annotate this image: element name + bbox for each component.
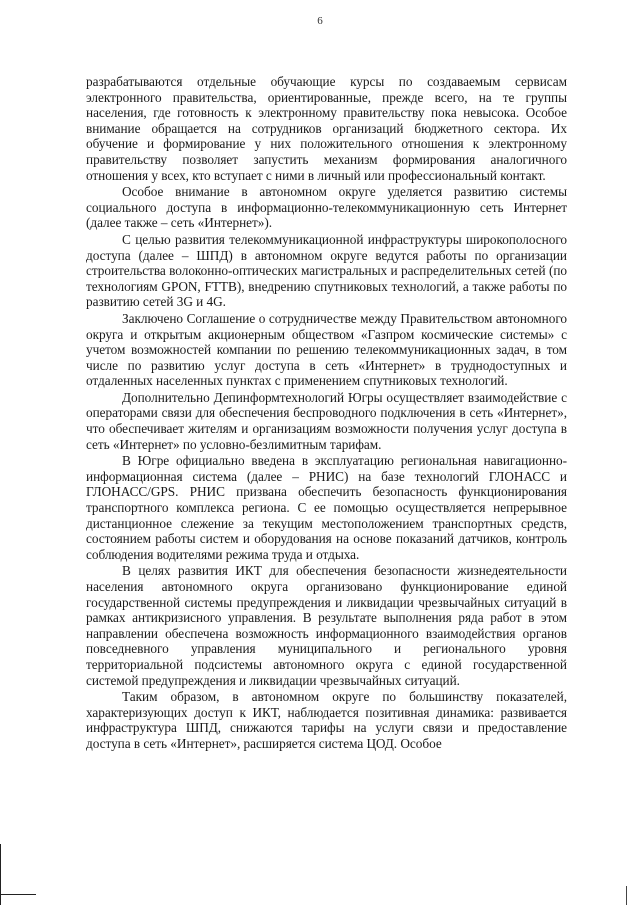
paragraph-conclusion: Таким образом, в автономном округе по большинству показателей, характеризующих доступ к ИКТ, наблюдается позитивная динамика: развивается инфраструктура ШПД, снижаются тарифы на услуги связи и предоставление доступа в сеть «Интернет», расширяется система ЦОД. Особое <box>86 689 567 751</box>
page-number: 6 <box>317 15 323 27</box>
paragraph-broadband-infrastructure: С целью развития телекоммуникационной инфраструктуры широкополосного доступа (далее – ШПД) в автономном округе ведутся работы по организации строительства волоконно-оптических магистральных и распределительных сетей (по технологиям GPON, FTTB), внедрению спутниковых технологий, а также работы по развитию сетей 3G и 4G. <box>86 231 567 310</box>
paragraph-training-courses: разрабатываются отдельные обучающие курсы по создаваемым сервисам электронного правительства, ориентированные, прежде всего, на те группы населения, где готовность к электронному правительству пока невысока. Особое внимание обращается на сотрудников организаций бюджетного сектора. Их обучение и формирование у них положительного отношения к электронному правительству позволяет запустить механизм формирования аналогичного отношения у всех, кто вступает с ними в личный или профессиональный контакт. <box>86 74 567 183</box>
scan-edge-bottom <box>0 894 36 895</box>
scan-edge-left <box>0 844 1 905</box>
paragraph-social-access: Особое внимание в автономном округе уделяется развитию системы социального доступа в информационно-телекоммуникационную сеть Интернет (далее также – сеть «Интернет»). <box>86 184 567 231</box>
paragraph-rnis-navigation: В Югре официально введена в эксплуатацию региональная навигационно-информационная система (далее – РНИС) на базе технологий ГЛОНАСС и ГЛОНАСС/GPS. РНИС призвана обеспечить безопасность функционирования транспортного комплекса региона. С ее помощью осуществляется непрерывное дистанционное слежение за текущим местоположением транспортных средств, состоянием работы систем и оборудования на основе показаний датчиков, контроль соблюдения водителями режима труда и отдыха. <box>86 453 567 562</box>
paragraph-emergency-system: В целях развития ИКТ для обеспечения безопасности жизнедеятельности населения автономного округа организовано функционирование единой государственной системы предупреждения и ликвидации чрезвычайных ситуаций в рамках антикризисного управления. В результате выполнения ряда работ в этом направлении обеспечена возможность информационного взаимодействия органов повседневного управления муниципального и регионального уровня территориальной подсистемы автономного округа с единой государственной системой предупреждения и ликвидации чрезвычайных ситуаций. <box>86 563 567 688</box>
scan-edge-right <box>626 886 627 905</box>
document-body <box>86 74 567 752</box>
paragraph-gazprom-agreement: Заключено Соглашение о сотрудничестве между Правительством автономного округа и открытым акционерным обществом «Газпром космические системы» с учетом возможностей компании по решению телекоммуникационных задач, в том числе по развитию услуг доступа в сеть «Интернет» в труднодоступных и отдаленных населенных пунктах с применением спутниковых технологий. <box>86 310 567 389</box>
paragraph-wireless-access: Дополнительно Депинформтехнологий Югры осуществляет взаимодействие с операторами связи для обеспечения беспроводного подключения в сеть «Интернет», что обеспечивает жителям и организациям возможности получения услуг доступа в сеть «Интернет» по условно-безлимитным тарифам. <box>86 389 567 452</box>
